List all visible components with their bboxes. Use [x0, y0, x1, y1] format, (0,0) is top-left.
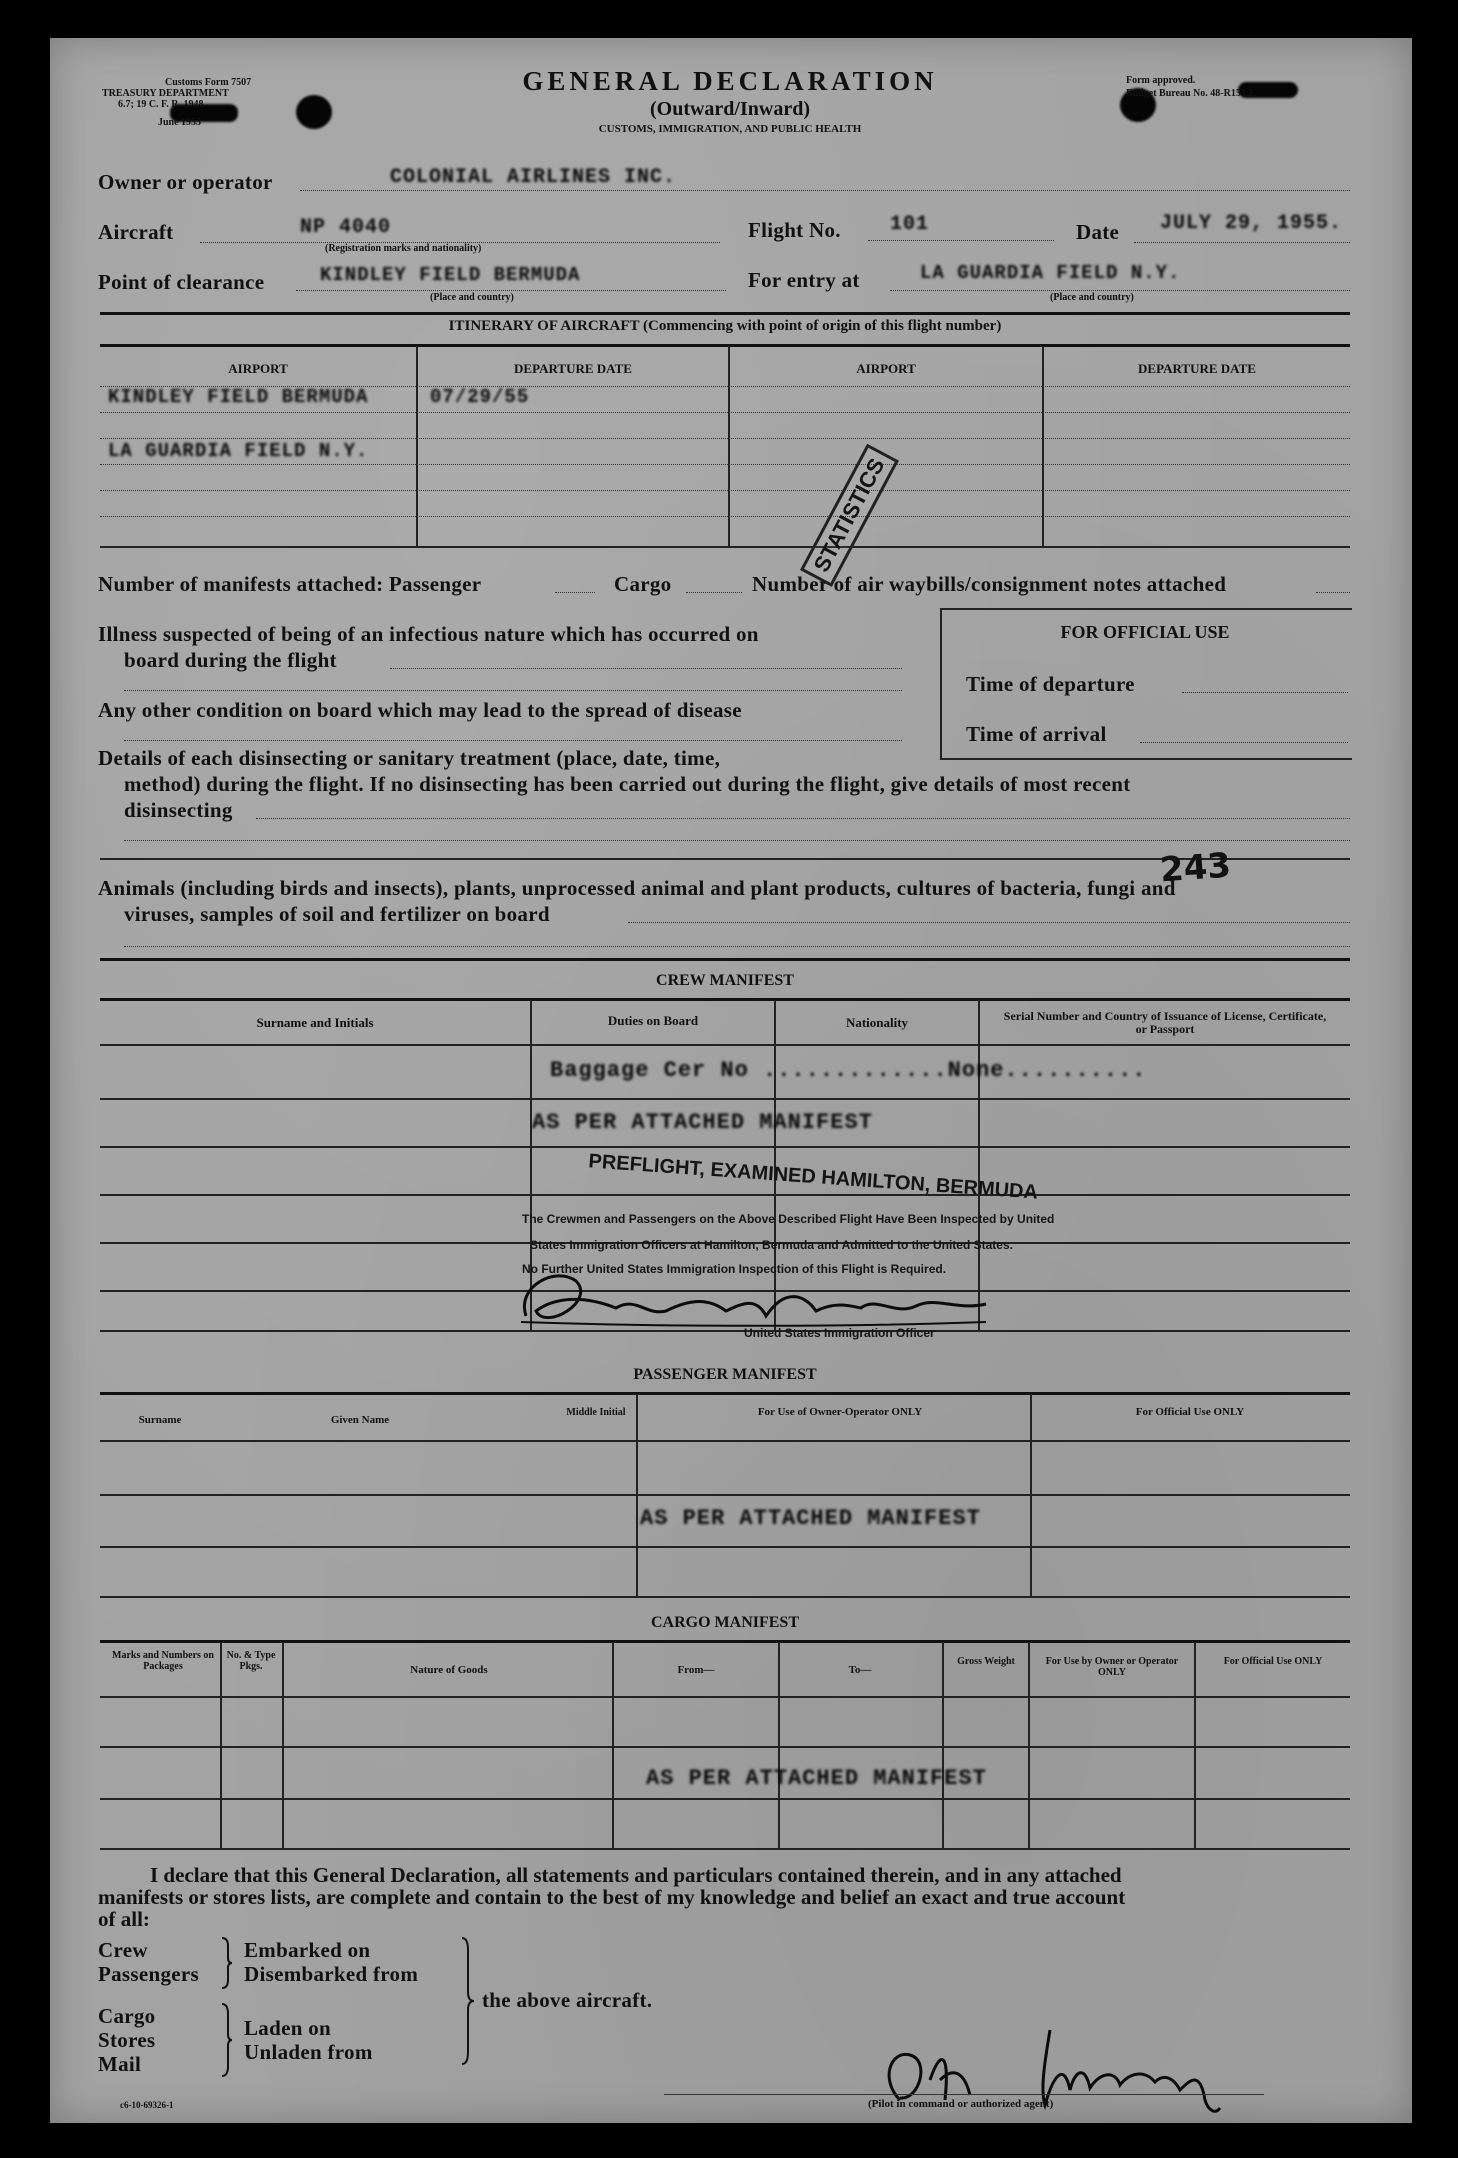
passengers-label: Passengers — [98, 1962, 199, 1986]
pax-col-owner: For Use of Owner-Operator ONLY — [757, 1406, 923, 1418]
flight-value: 101 — [890, 213, 930, 236]
flight-line — [868, 240, 1054, 241]
cargo-col-weight: Gross Weight — [957, 1656, 1015, 1667]
stamp-officer: United States Immigration Officer — [744, 1326, 935, 1340]
crew-row-line — [100, 1098, 1350, 1100]
other-condition-label: Any other condition on board which may lead to the spread of disease — [98, 698, 742, 722]
waybills-count-line — [1316, 592, 1350, 593]
passenger-manifest-title: PASSENGER MANIFEST — [633, 1366, 817, 1383]
crew-as-per: AS PER ATTACHED MANIFEST — [532, 1110, 873, 1135]
cargo-col-official: For Official Use ONLY — [1223, 1656, 1323, 1667]
cfr-reference: 6.7; 19 C. F. R. 1948 — [118, 99, 204, 110]
entry-caption: (Place and country) — [1050, 292, 1134, 303]
crew-baggage-line: Baggage Cer No .............None.......... — [550, 1058, 1147, 1083]
laden-label: Laden on — [244, 2016, 332, 2040]
statistics-stamp: STATISTICS — [800, 444, 899, 587]
cargo-row-line — [100, 1798, 1350, 1800]
cargo-col-owner: For Use by Owner or Operator ONLY — [1045, 1656, 1179, 1678]
crew-col-nationality: Nationality — [845, 1015, 909, 1030]
animals-line-1: Animals (including birds and insects), plants, unprocessed animal and plant products, cultures of bacteria, fungi and — [98, 876, 1176, 900]
stores-label: Stores — [98, 2028, 156, 2052]
time-arrival-line — [1140, 742, 1348, 743]
cargo-bottom-rule — [100, 1848, 1350, 1850]
crew-row-line — [100, 1044, 1350, 1046]
cargo-col-nature: Nature of Goods — [410, 1664, 488, 1676]
itin-airport-1: KINDLEY FIELD BERMUDA — [108, 386, 369, 408]
itin-row-line — [100, 412, 1350, 413]
itin-col-airport-2: AIRPORT — [856, 361, 916, 376]
brace-right — [460, 1936, 478, 2066]
date-label: Date — [1076, 220, 1120, 244]
officer-signature — [516, 1256, 996, 1336]
disinsect-line-3: disinsecting — [124, 798, 233, 822]
crew-row-line — [100, 1194, 1350, 1196]
stamp-preflight: PREFLIGHT, EXAMINED HAMILTON, BERMUDA — [587, 1150, 1039, 1204]
pax-col-middle: Middle Initial — [566, 1407, 626, 1418]
cargo-col-from: From— — [677, 1664, 715, 1676]
embarked-label: Embarked on — [244, 1938, 371, 1962]
crew-col-duties: Duties on Board — [607, 1013, 699, 1028]
cargo-count-line — [686, 592, 742, 593]
flight-label: Flight No. — [748, 218, 841, 242]
pax-col-given: Given Name — [330, 1414, 390, 1426]
entry-line — [890, 290, 1350, 291]
itin-row-line — [100, 490, 1350, 491]
approval-line-1: Form approved. — [1126, 75, 1196, 86]
date-line — [1134, 242, 1350, 243]
itin-airport-2: LA GUARDIA FIELD N.Y. — [108, 440, 369, 462]
waybills-label: Number of air waybills/consignment notes attached — [752, 572, 1227, 596]
crew-header-rule — [100, 998, 1350, 1001]
passenger-header-rule — [100, 1392, 1350, 1395]
cargo-manifest-title: CARGO MANIFEST — [650, 1614, 799, 1631]
disinsect-line-1: Details of each disinsecting or sanitary treatment (place, date, time, — [98, 746, 721, 770]
itin-row-line — [100, 516, 1350, 517]
aircraft-label: Aircraft — [98, 220, 174, 244]
cargo-header-rule — [100, 1640, 1350, 1643]
crew-col-surname: Surname and Initials — [256, 1015, 374, 1030]
disinsect-line-2: method) during the flight. If no disinsecting has been carried out during the flight, give details of most recent — [124, 772, 1131, 796]
stamp-line-2: The Crewmen and Passengers on the Above Described Flight Have Been Inspected by United — [522, 1212, 1055, 1226]
owner-label: Owner or operator — [98, 170, 273, 194]
department: TREASURY DEPARTMENT — [102, 88, 229, 99]
cargo-col-to: To— — [848, 1664, 872, 1676]
aircraft-caption: (Registration marks and nationality) — [325, 243, 482, 254]
above-aircraft-label: the above aircraft. — [482, 1988, 653, 2012]
form-subtitle: (Outward/Inward) — [649, 98, 810, 120]
itinerary-bottom-rule — [100, 546, 1350, 548]
illness-line-extra — [124, 690, 902, 691]
date-value: JULY 29, 1955. — [1160, 212, 1343, 235]
pax-row-line — [100, 1440, 1350, 1442]
unladen-label: Unladen from — [244, 2040, 373, 2064]
pax-as-per: AS PER ATTACHED MANIFEST — [640, 1506, 981, 1531]
clearance-caption: (Place and country) — [430, 292, 514, 303]
pax-col-official: For Official Use ONLY — [1135, 1406, 1245, 1418]
crew-col-serial: Serial Number and Country of Issuance of License, Certificate, or Passport — [1003, 1009, 1327, 1036]
time-arrival-label: Time of arrival — [966, 722, 1107, 746]
cargo-col-marks: Marks and Numbers on Packages — [112, 1650, 214, 1672]
handwritten-number: 243 — [1158, 845, 1233, 891]
time-departure-label: Time of departure — [966, 672, 1135, 696]
animals-line — [628, 922, 1350, 923]
declaration-line-3: of all: — [98, 1907, 150, 1931]
pax-row-line — [100, 1494, 1350, 1496]
official-use-title: FOR OFFICIAL USE — [1060, 622, 1230, 642]
passenger-count-line — [555, 592, 595, 593]
brace-left-1 — [218, 1936, 234, 1990]
mail-label: Mail — [98, 2052, 142, 2076]
cargo-decl-label: Cargo — [98, 2004, 156, 2028]
aircraft-value: NP 4040 — [300, 216, 392, 239]
itin-col-date-1: DEPARTURE DATE — [514, 361, 632, 376]
cargo-label: Cargo — [614, 572, 672, 596]
form-number: Customs Form 7507 — [165, 77, 252, 88]
cargo-col-pkgs: No. & Type Pkgs. — [226, 1650, 276, 1672]
crew-row-line — [100, 1146, 1350, 1148]
illness-line-1: Illness suspected of being of an infectious nature which has occurred on — [98, 622, 759, 646]
punch-hole-left — [296, 95, 332, 129]
revision-date: June 1953 — [158, 117, 202, 128]
itin-date-1: 07/29/55 — [430, 386, 530, 408]
owner-line — [300, 190, 1350, 191]
disembarked-label: Disembarked from — [244, 1962, 419, 1986]
illness-line-2: board during the flight — [124, 648, 337, 672]
crew-label: Crew — [98, 1938, 148, 1962]
other-condition-line — [124, 740, 902, 741]
declaration-line-2: manifests or stores lists, are complete and contain to the best of my knowledge and belief an exact and true account — [98, 1885, 1126, 1909]
manifests-label: Number of manifests attached: Passenger — [98, 572, 482, 596]
clearance-value: KINDLEY FIELD BERMUDA — [320, 264, 581, 286]
stamp-line-3: States Immigration Officers at Hamilton, Bermuda and Admitted to the United States. — [530, 1238, 1013, 1252]
owner-value: COLONIAL AIRLINES INC. — [390, 166, 677, 189]
footer-code: c6-10-69326-1 — [120, 2100, 174, 2110]
declaration-line-1: I declare that this General Declaration, all statements and particulars contained therein, and in any attached — [150, 1863, 1122, 1887]
entry-label: For entry at — [748, 268, 860, 292]
form-title: GENERAL DECLARATION — [522, 66, 938, 96]
entry-value: LA GUARDIA FIELD N.Y. — [920, 262, 1181, 284]
cargo-as-per: AS PER ATTACHED MANIFEST — [646, 1766, 987, 1791]
itinerary-header-rule — [100, 344, 1350, 347]
clearance-line — [296, 290, 726, 291]
illness-line — [390, 668, 902, 669]
pax-col-surname: Surname — [138, 1414, 182, 1426]
disinsect-line-extra — [124, 840, 1350, 841]
cargo-row-line — [100, 1696, 1350, 1698]
animals-line-extra — [124, 946, 1350, 947]
form-subtitle-2: CUSTOMS, IMMIGRATION, AND PUBLIC HEALTH — [598, 123, 862, 135]
cargo-row-line — [100, 1746, 1350, 1748]
signature-caption: (Pilot in command or authorized agent) — [868, 2098, 1054, 2110]
pax-bottom-rule — [100, 1596, 1350, 1598]
time-departure-line — [1182, 692, 1348, 693]
clearance-label: Point of clearance — [98, 270, 265, 294]
itinerary-top-rule — [100, 312, 1350, 315]
crew-manifest-title: CREW MANIFEST — [656, 972, 794, 989]
itin-row-line — [100, 438, 1350, 439]
pax-row-line — [100, 1546, 1350, 1548]
itinerary-title: ITINERARY OF AIRCRAFT (Commencing with point of origin of this flight number) — [448, 318, 1002, 334]
itin-col-date-2: DEPARTURE DATE — [1138, 361, 1256, 376]
brace-left-2 — [218, 2002, 234, 2078]
stamp-line-4: No Further United States Immigration Inspection of this Flight is Required. — [522, 1262, 947, 1276]
animals-line-2: viruses, samples of soil and fertilizer on board — [124, 902, 550, 926]
signature-line — [664, 2094, 1264, 2095]
animals-rule — [100, 958, 1350, 961]
itin-col-airport-1: AIRPORT — [228, 361, 288, 376]
disinsect-line — [256, 818, 1350, 819]
itin-row-line — [100, 464, 1350, 465]
approval-line-2: Budget Bureau No. 48-R153.2. — [1126, 88, 1256, 99]
